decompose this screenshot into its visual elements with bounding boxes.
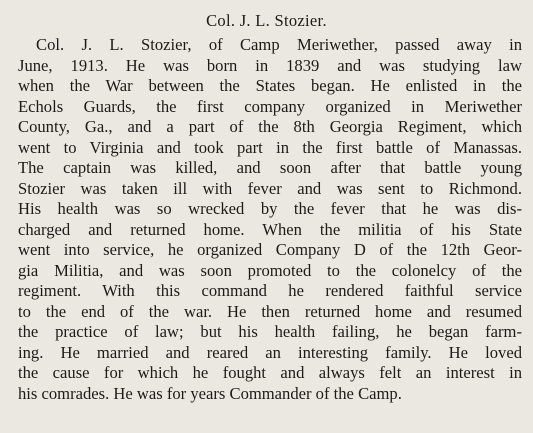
- text-line: The captain was killed, and soon after that battle young: [18, 158, 522, 177]
- text-line: the practice of law; but his health failing, he began farm-: [18, 322, 522, 341]
- text-line: his comrades. He was for years Commander of the Camp.: [18, 383, 402, 403]
- text-line: June, 1913. He was born in 1839 and was studying law: [18, 55, 522, 75]
- text-line: gia Militia, and was soon promoted to the colonelcy of the: [18, 260, 522, 280]
- text-line: Stozier was taken ill with fever and was sent to Richmond.: [18, 178, 522, 198]
- text-line: went to Virginia and took part in the first battle of Manassas.: [18, 137, 522, 157]
- text-line: regiment. With this command he rendered faithful service: [18, 281, 522, 300]
- text-line: ing. He married and reared an interesting family. He loved: [18, 342, 522, 362]
- text-line: His health was so wrecked by the fever that he was dis-: [18, 199, 522, 218]
- text-line: the cause for which he fought and always felt an interest in: [18, 363, 522, 382]
- text-line: to the end of the war. He then returned home and resumed: [18, 301, 522, 321]
- text-line: Col. J. L. Stozier, of Camp Meriwether, passed away in: [36, 35, 522, 54]
- text-line: County, Ga., and a part of the 8th Georgia Regiment, which: [18, 117, 522, 136]
- text-line: when the War between the States began. He enlisted in the: [18, 76, 522, 95]
- text-line: charged and returned home. When the militia of his State: [18, 219, 522, 239]
- text-line: Echols Guards, the first company organized in Meriwether: [18, 96, 522, 116]
- article-heading: Col. J. L. Stozier.: [206, 11, 327, 30]
- text-line: went into service, he organized Company D of the 12th Geor-: [18, 240, 522, 259]
- article-body: [18, 35, 522, 404]
